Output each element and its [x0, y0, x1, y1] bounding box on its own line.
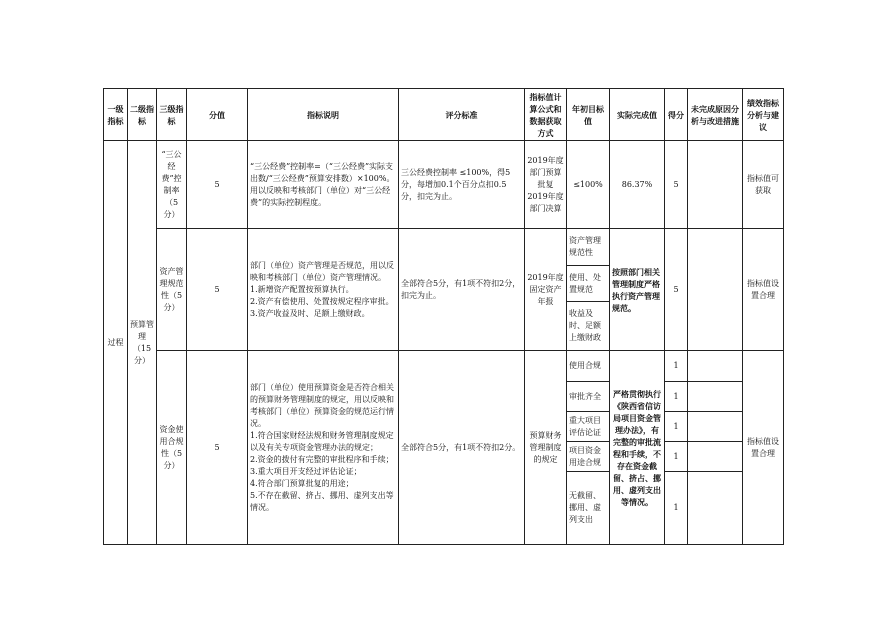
sub-score: 1	[665, 352, 687, 382]
actual-cell: 86.37%	[610, 141, 665, 229]
target-subtable	[567, 230, 609, 350]
criteria-cell: 全部符合5分，有1项不符扣2分，扣完为止。	[399, 229, 525, 351]
reason-item	[688, 442, 742, 472]
score-subcell-group	[665, 351, 688, 545]
sub-score: 1	[665, 412, 687, 442]
header-description: 指标说明	[248, 89, 399, 141]
reason-subtable	[688, 352, 742, 544]
level2-cell: 预算管理（15分）	[128, 141, 157, 545]
reason-item	[688, 382, 742, 412]
score-value-cell: 5	[187, 229, 248, 351]
header-score-value: 分值	[187, 89, 248, 141]
level3-cell: “三公经费”控制率（5分）	[157, 141, 187, 229]
table-row	[104, 229, 784, 351]
suggestion-cell: 指标值设置合理	[743, 229, 784, 351]
criteria-cell: 三公经费控制率 ≤100%，得5分，每增加0.1个百分点扣0.5分，扣完为止。	[399, 141, 525, 229]
target-item: 资产管理规范性	[567, 230, 609, 266]
target-subcell-group	[567, 351, 610, 545]
target-item: 使用合规	[567, 352, 609, 382]
target-subcell-group	[567, 229, 610, 351]
target-subtable	[567, 352, 609, 544]
header-formula: 指标值计算公式和数据获取方式	[525, 89, 567, 141]
target-item: 项目资金用途合规	[567, 442, 609, 472]
level3-cell: 资金使用合规性（5分）	[157, 351, 187, 545]
formula-cell: 2019年度部门预算批复 2019年度部门决算	[525, 141, 567, 229]
description-cell: 部门（单位）资产管理是否规范，用以反映和考核部门（单位）资产管理情况。 1.新增资产配置按预算执行。 2.资产有偿使用、处置按规定程序审批。 3.资产收益及时、足额上缴财政。	[248, 229, 399, 351]
target-item: 审批齐全	[567, 382, 609, 412]
target-item: 收益及时、足额上缴财政	[569, 308, 601, 342]
score-value-cell: 5	[187, 141, 248, 229]
header-level3: 三级指标	[157, 89, 187, 141]
sub-score: 1	[673, 502, 679, 512]
header-score: 得分	[665, 89, 688, 141]
header-actual: 实际完成值	[610, 89, 665, 141]
header-target: 年初目标值	[567, 89, 610, 141]
target-item: 使用、处置规范	[567, 266, 609, 302]
header-level1: 一级指标	[104, 89, 128, 141]
header-reason: 未完成原因分析与改进措施	[688, 89, 743, 141]
score-cell: 5	[665, 141, 688, 229]
suggestion-cell: 指标值可获取	[743, 141, 784, 229]
reason-item	[688, 352, 742, 382]
suggestion-cell: 指标值设置合理	[743, 351, 784, 545]
actual-cell: 严格贯彻执行《陕西省信访局项目资金管理办法》，有完整的审批流程和手续，不存在资金截留、挤占、挪用、虚列支出等情况。	[610, 351, 665, 545]
description-cell: “三公经费”控制率=（“三公经费”实际支出数/“三公经费”预算安排数）×100%。用以反映和考核部门（单位）对“三公经费”的实际控制程度。	[248, 141, 399, 229]
level1-cell: 过程	[104, 141, 128, 545]
reason-cell	[688, 229, 743, 351]
sub-score: 1	[665, 382, 687, 412]
header-row	[104, 89, 784, 141]
target-cell: ≤100%	[567, 141, 610, 229]
reason-item	[688, 412, 742, 442]
level3-cell: 资产管理规范性（5分）	[157, 229, 187, 351]
table-row	[104, 351, 784, 545]
actual-cell: 按照部门相关管理制度严格执行资产管理规范。	[610, 229, 665, 351]
reason-cell	[688, 141, 743, 229]
sub-score: 1	[665, 442, 687, 472]
performance-table	[103, 88, 784, 545]
header-suggestion: 绩效指标分析与建议	[743, 89, 784, 141]
reason-subcell-group	[688, 351, 743, 545]
score-value-cell: 5	[187, 351, 248, 545]
reason-item	[688, 472, 742, 544]
header-criteria: 评分标准	[399, 89, 525, 141]
description-cell: 部门（单位）使用预算资金是否符合相关的预算财务管理制度的规定，用以反映和考核部门（单位）预算资金的规范运行情况。 1.符合国家财经法规和财务管理制度规定以及有关专项资金管理办法的规定； 2.资金的拨付有完整的审批程序和手续； 3.重大项目开支经过评估论证； 4.符合部门预算批复的用途； 5.不存在截留、挤占、挪用、虚列支出等情况。	[248, 351, 399, 545]
target-item: 无截留、挪用、虚列支出	[569, 490, 601, 524]
score-subtable	[665, 352, 687, 544]
score-cell: 5	[665, 229, 688, 351]
criteria-cell: 全部符合5分，有1项不符扣2分。	[399, 351, 525, 545]
formula-cell: 预算财务管理制度的规定	[525, 351, 567, 545]
header-level2: 二级指标	[128, 89, 157, 141]
table-row	[104, 141, 784, 229]
formula-cell: 2019年度固定资产年报	[525, 229, 567, 351]
target-item: 重大项目评估论证	[567, 412, 609, 442]
